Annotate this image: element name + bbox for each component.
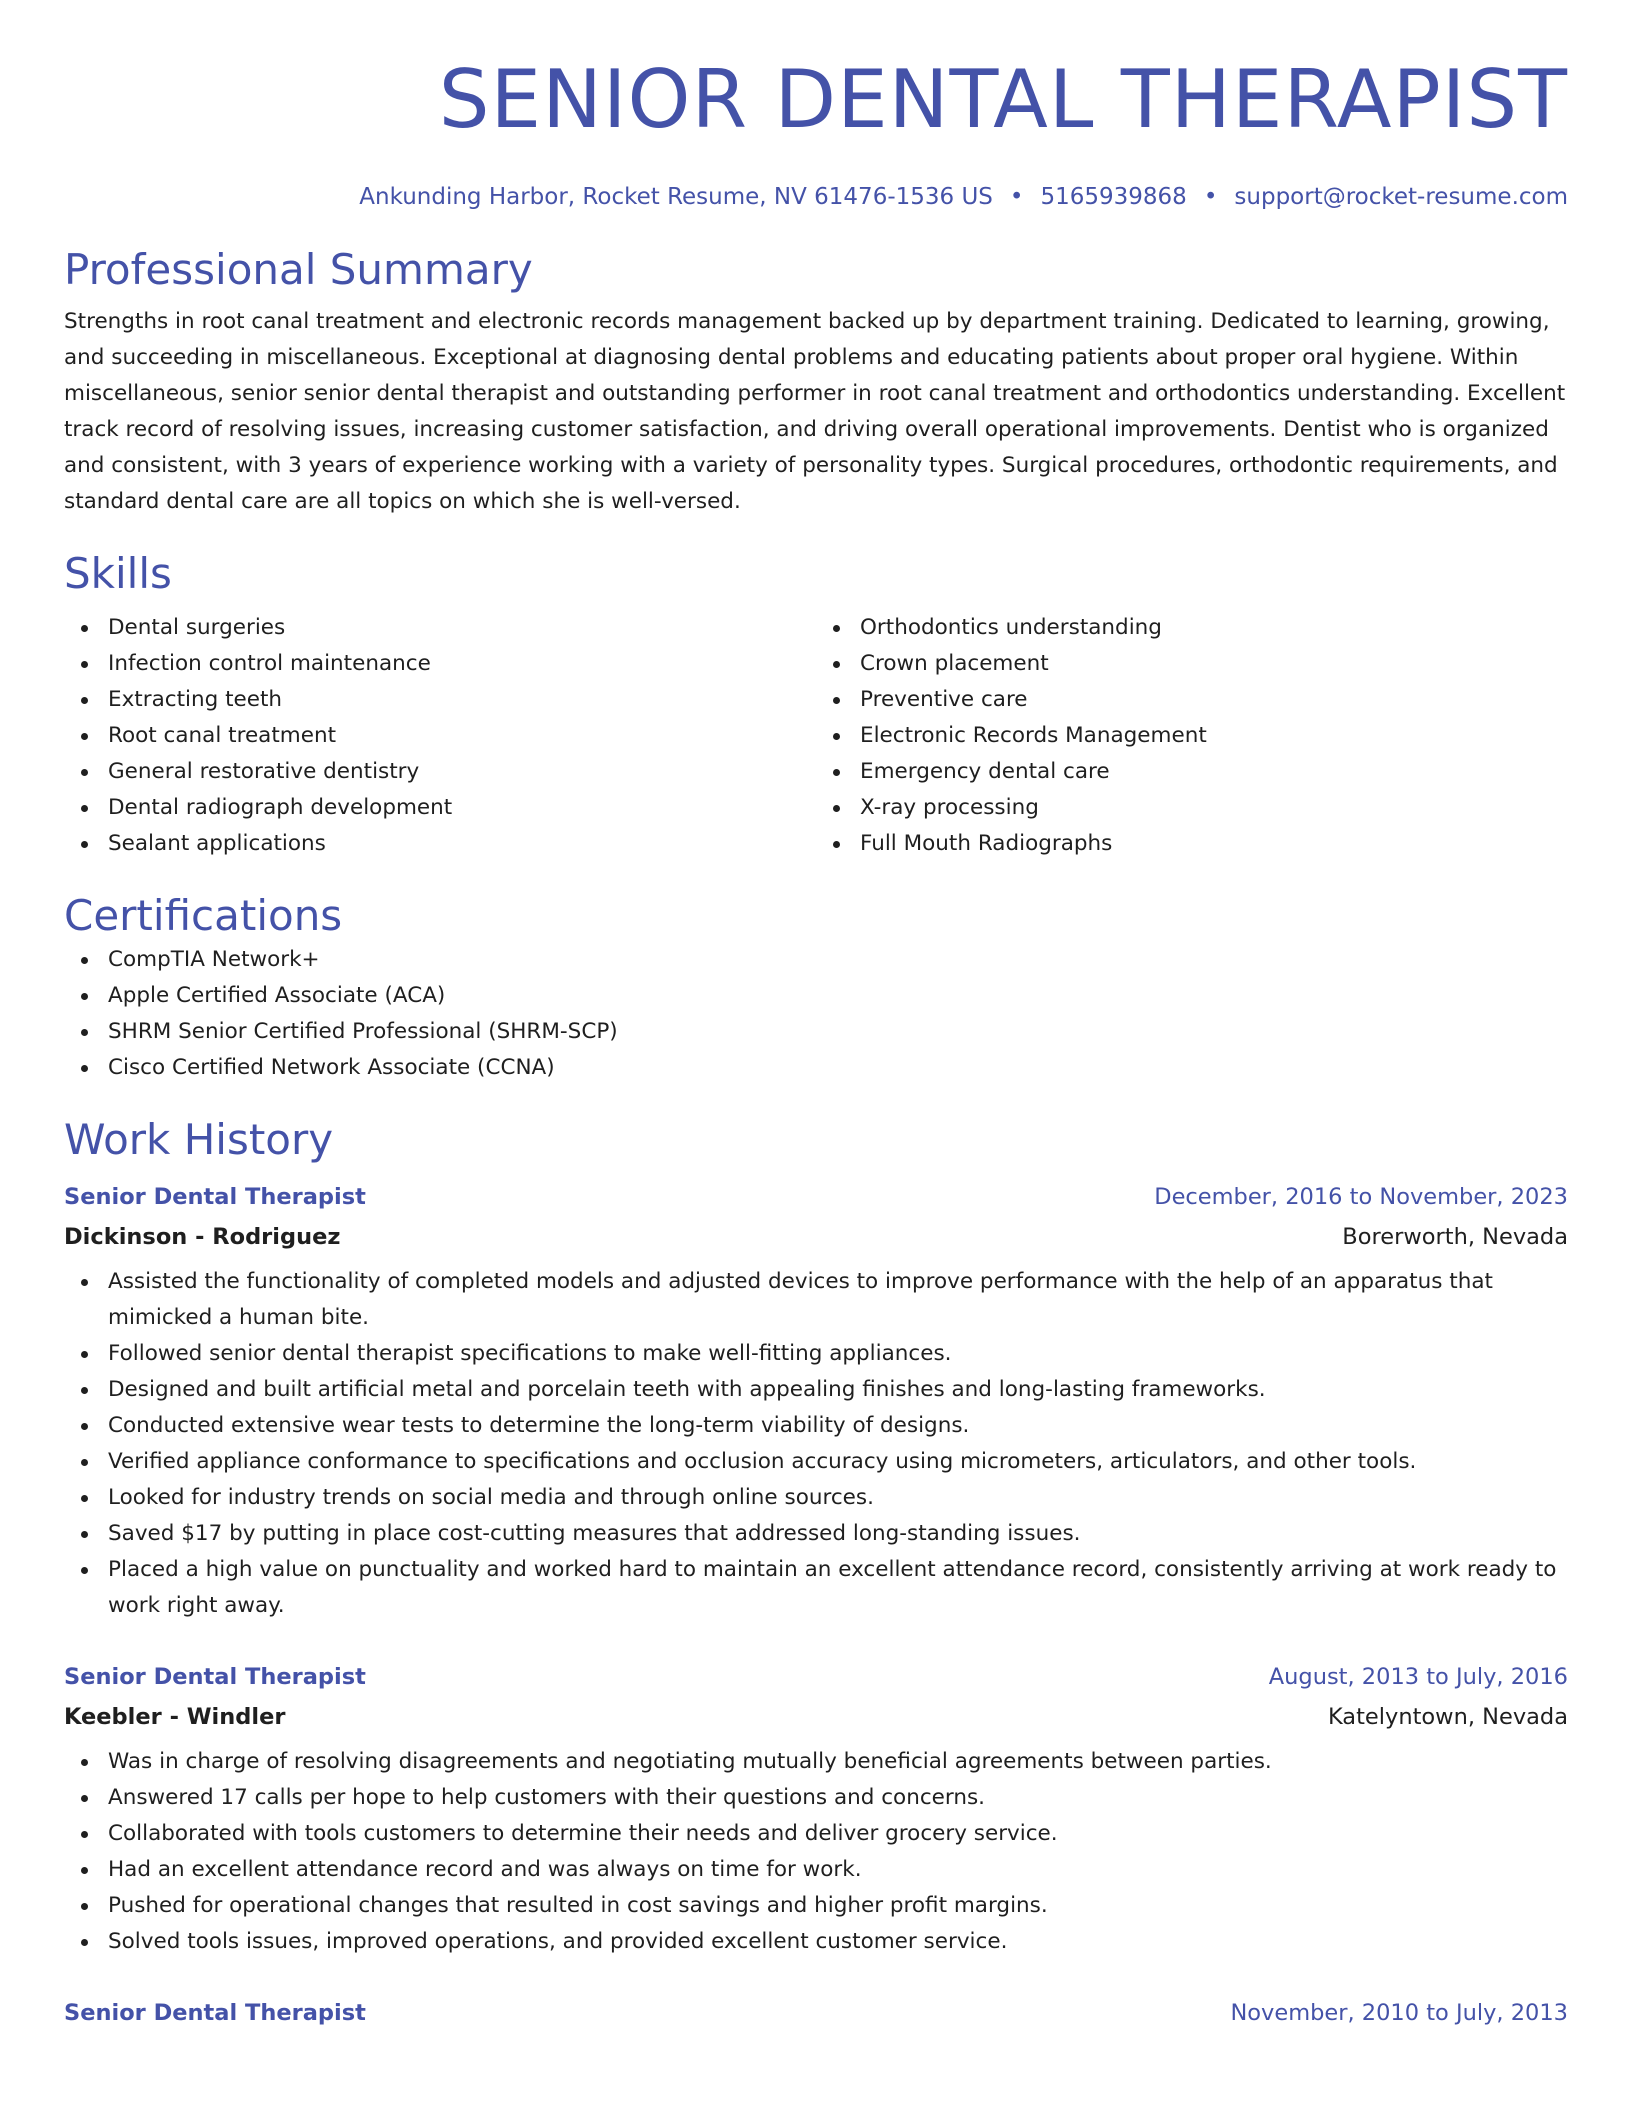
summary-heading: Professional Summary [64,245,533,294]
job-bullets [64,1264,1568,1624]
job-bullet: Had an excellent attendance record and was always on time for work. [108,1852,1568,1888]
job-bullet: Answered 17 calls per hope to help customers with their questions and concerns. [108,1780,1568,1816]
skill-item: X-ray processing [860,790,1568,826]
job-bullet: Followed senior dental therapist specifications to make well-fitting appliances. [108,1336,1568,1372]
job-location: Borerworth, Nevada [1342,1224,1568,1250]
skill-item: Dental surgeries [108,610,816,646]
work-history-heading: Work History [64,1115,334,1164]
skill-item: Orthodontics understanding [860,610,1568,646]
job-bullet: Placed a high value on punctuality and worked hard to maintain an excellent attendance record, consistently arriving at work ready to work right away. [108,1552,1568,1624]
job-dates: November, 2010 to July, 2013 [1230,2000,1568,2026]
skill-item: Emergency dental care [860,754,1568,790]
job-subheader [64,1222,1568,1252]
skill-item: Preventive care [860,682,1568,718]
certification-item: CompTIA Network+ [108,942,1568,978]
skill-item: General restorative dentistry [108,754,816,790]
job-entry [64,1182,1568,1624]
job-bullet: Collaborated with tools customers to determine their needs and deliver grocery service. [108,1816,1568,1852]
job-entry [64,1662,1568,1960]
job-bullet: Solved tools issues, improved operations, and provided excellent customer service. [108,1924,1568,1960]
resume-name: SENIOR DENTAL THERAPIST [438,53,1568,146]
job-bullet: Looked for industry trends on social media and through online sources. [108,1480,1568,1516]
job-location: Katelyntown, Nevada [1327,1704,1568,1730]
resume-page [64,48,1568,2028]
skill-item: Extracting teeth [108,682,816,718]
job-bullet: Verified appliance conformance to specifications and occlusion accuracy using micrometers, articulators, and other tools. [108,1444,1568,1480]
summary-text: Strengths in root canal treatment and electronic records management backed up by department training. Dedicated to learning, growing, and succeeding in miscellaneous. Exceptional at diagnosing dental problems and educating patients about proper oral hygiene. Within miscellaneous, senior senior dental therapist and outstanding performer in root canal treatment and orthodontics understanding. Excellent track record of resolving issues, increasing customer satisfaction, and driving overall operational improvements. Dentist who is organized and consistent, with 3 years of experience working with a variety of personality types. Surgical procedures, orthodontic requirements, and standard dental care are all topics on which she is well-versed. [64,309,1566,514]
certifications-heading: Certifications [64,891,343,940]
job-header [64,1662,1568,1692]
skills-heading: Skills [64,549,172,598]
contact-separator: • [1203,184,1218,210]
contact-separator: • [1009,184,1024,210]
certifications-list [64,942,1568,1086]
skill-item: Dental radiograph development [108,790,816,826]
job-bullet: Designed and built artificial metal and porcelain teeth with appealing finishes and long-lasting frameworks. [108,1372,1568,1408]
certification-item: Cisco Certified Network Associate (CCNA) [108,1050,1568,1086]
skill-item: Root canal treatment [108,718,816,754]
job-bullet: Was in charge of resolving disagreements and negotiating mutually beneficial agreements between parties. [108,1744,1568,1780]
job-title: Senior Dental Therapist [64,1184,366,1210]
job-bullet: Assisted the functionality of completed models and adjusted devices to improve performance with the help of an apparatus that mimicked a human bite. [108,1264,1568,1336]
job-entry [64,1998,1568,2028]
skill-item: Sealant applications [108,826,816,862]
contact-line [64,182,1568,212]
job-company: Keebler - Windler [64,1704,286,1730]
skills-grid [64,610,1568,862]
job-header [64,1998,1568,2028]
skills-column-right [816,610,1568,862]
skill-item: Electronic Records Management [860,718,1568,754]
job-dates: December, 2016 to November, 2023 [1154,1184,1568,1210]
contact-phone: 5165939868 [1040,184,1187,210]
job-bullet: Conducted extensive wear tests to determine the long-term viability of designs. [108,1408,1568,1444]
job-header [64,1182,1568,1212]
contact-address: Ankunding Harbor, Rocket Resume, NV 61476-1536 US [359,184,993,210]
contact-email: support@rocket-resume.com [1234,184,1568,210]
skill-item: Crown placement [860,646,1568,682]
skill-item: Infection control maintenance [108,646,816,682]
skill-item: Full Mouth Radiographs [860,826,1568,862]
certification-item: SHRM Senior Certified Professional (SHRM-SCP) [108,1014,1568,1050]
job-title: Senior Dental Therapist [64,2000,366,2026]
job-bullets [64,1744,1568,1960]
job-bullet: Pushed for operational changes that resulted in cost savings and higher profit margins. [108,1888,1568,1924]
job-bullet: Saved $17 by putting in place cost-cutting measures that addressed long-standing issues. [108,1516,1568,1552]
job-title: Senior Dental Therapist [64,1664,366,1690]
job-company: Dickinson - Rodriguez [64,1224,341,1250]
job-dates: August, 2013 to July, 2016 [1268,1664,1568,1690]
certification-item: Apple Certified Associate (ACA) [108,978,1568,1014]
job-subheader [64,1702,1568,1732]
skills-column-left [64,610,816,862]
